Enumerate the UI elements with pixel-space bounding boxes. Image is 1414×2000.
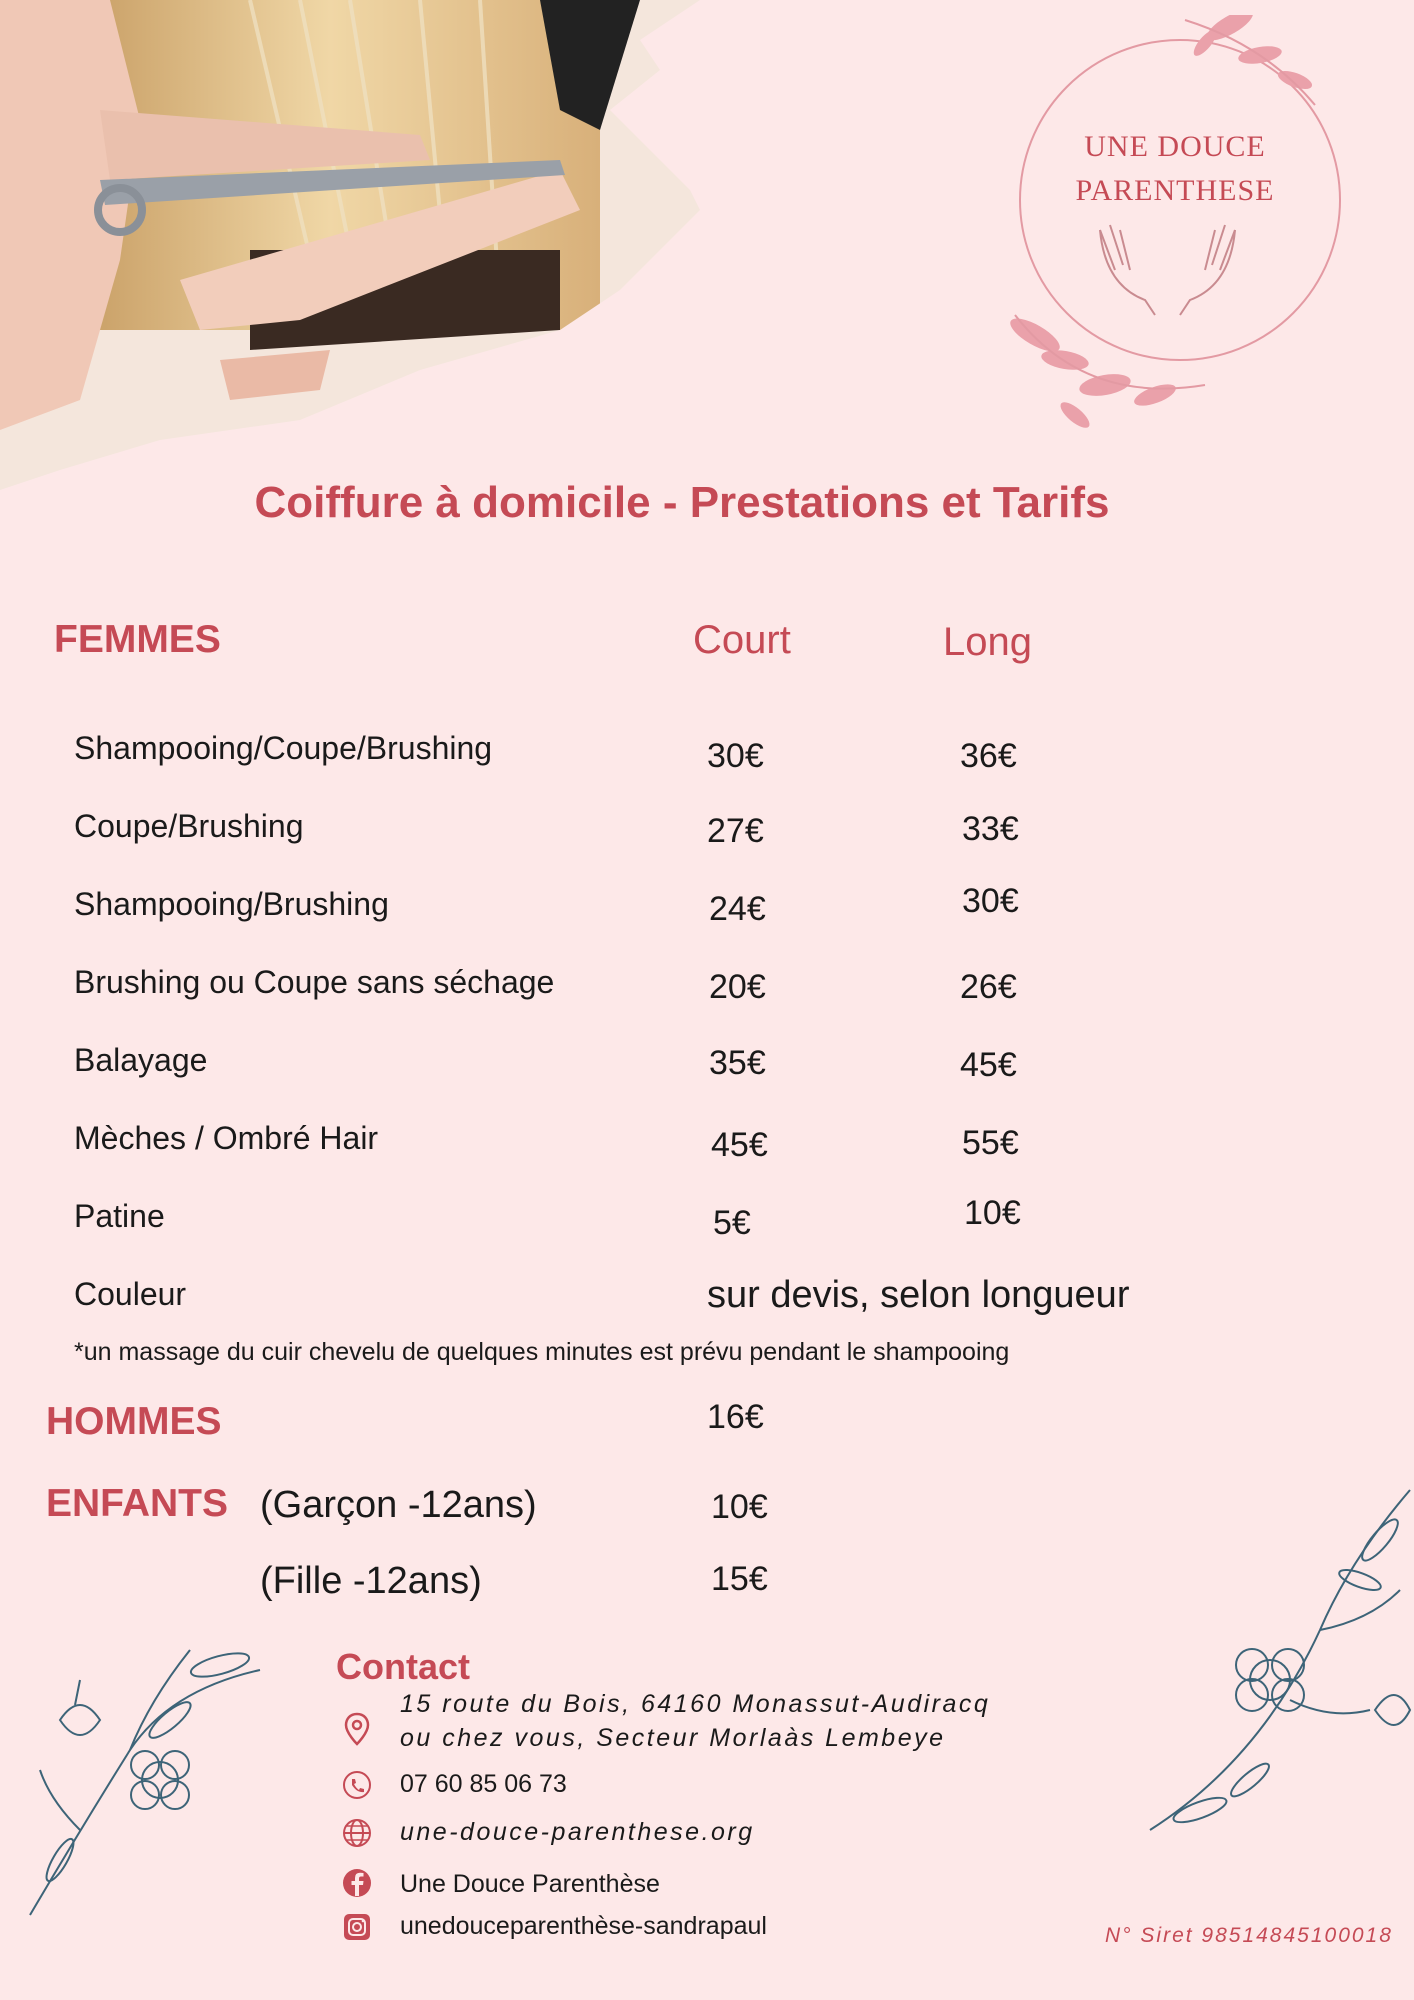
logo-line-1: UNE DOUCE [1084, 130, 1266, 163]
service-name: Coupe/Brushing [74, 808, 304, 844]
price-long: 26€ [960, 968, 1017, 1006]
couleur-price: sur devis, selon longueur [707, 1274, 1130, 1316]
website-link[interactable]: une-douce-parenthese.org [400, 1818, 755, 1846]
service-name: Mèches / Ombré Hair [74, 1120, 379, 1156]
shampoo-note: *un massage du cuir chevelu de quelques minutes est prévu pendant le shampooing [74, 1338, 1010, 1366]
instagram-link[interactable]: unedouceparenthèse-sandrapaul [400, 1912, 767, 1940]
femmes-heading: FEMMES [54, 618, 221, 661]
column-long: Long [943, 620, 1032, 664]
hommes-heading: HOMMES [46, 1400, 222, 1443]
price-long: 36€ [960, 737, 1017, 775]
service-name: Shampooing/Coupe/Brushing [74, 730, 493, 766]
siret-number: N° Siret 98514845100018 [1105, 1924, 1393, 1947]
price-court: 30€ [707, 737, 764, 775]
service-name: Shampooing/Brushing [74, 886, 389, 922]
instagram-icon [342, 1910, 372, 1944]
enfants-heading: ENFANTS [46, 1482, 229, 1525]
logo-line-2: PARENTHESE [1075, 174, 1275, 207]
floral-branch-right-icon [1140, 1480, 1414, 1840]
floral-branch-left-icon [20, 1630, 290, 1920]
price-court: 27€ [707, 812, 764, 850]
contact-heading: Contact [336, 1646, 470, 1687]
address-line-1: 15 route du Bois, 64160 Monassut-Audiracq [400, 1690, 991, 1718]
enfants-label: (Garçon -12ans) [260, 1484, 537, 1526]
phone-number[interactable]: 07 60 85 06 73 [400, 1770, 567, 1798]
facebook-icon [342, 1866, 372, 1900]
service-name: Couleur [74, 1276, 187, 1312]
price-court: 24€ [709, 890, 766, 928]
service-name: Patine [74, 1198, 165, 1234]
price-court: 20€ [709, 968, 766, 1006]
price-long: 10€ [964, 1194, 1021, 1232]
address-line-2: ou chez vous, Secteur Morlaàs Lembeye [400, 1724, 946, 1752]
price-court: 5€ [713, 1204, 751, 1242]
globe-icon [342, 1816, 372, 1850]
location-pin-icon [342, 1712, 372, 1746]
enfants-price: 15€ [711, 1560, 768, 1598]
price-court: 45€ [711, 1126, 768, 1164]
column-court: Court [693, 618, 791, 662]
hommes-price: 16€ [707, 1398, 764, 1436]
service-name: Balayage [74, 1042, 208, 1078]
enfants-price: 10€ [711, 1488, 768, 1526]
brand-logo [1005, 15, 1345, 445]
enfants-label: (Fille -12ans) [260, 1560, 482, 1602]
floral-wreath-icon [1005, 15, 1345, 445]
service-name: Brushing ou Coupe sans séchage [74, 964, 555, 1000]
price-long: 33€ [962, 810, 1019, 848]
price-long: 45€ [960, 1046, 1017, 1084]
price-long: 30€ [962, 882, 1019, 920]
hair-cutting-photo [0, 0, 720, 490]
page-title: Coiffure à domicile - Prestations et Tarifs [254, 478, 1110, 527]
price-court: 35€ [709, 1044, 766, 1082]
facebook-link[interactable]: Une Douce Parenthèse [400, 1870, 660, 1898]
logo-text [1005, 125, 1345, 213]
phone-icon [342, 1768, 372, 1802]
price-long: 55€ [962, 1124, 1019, 1162]
